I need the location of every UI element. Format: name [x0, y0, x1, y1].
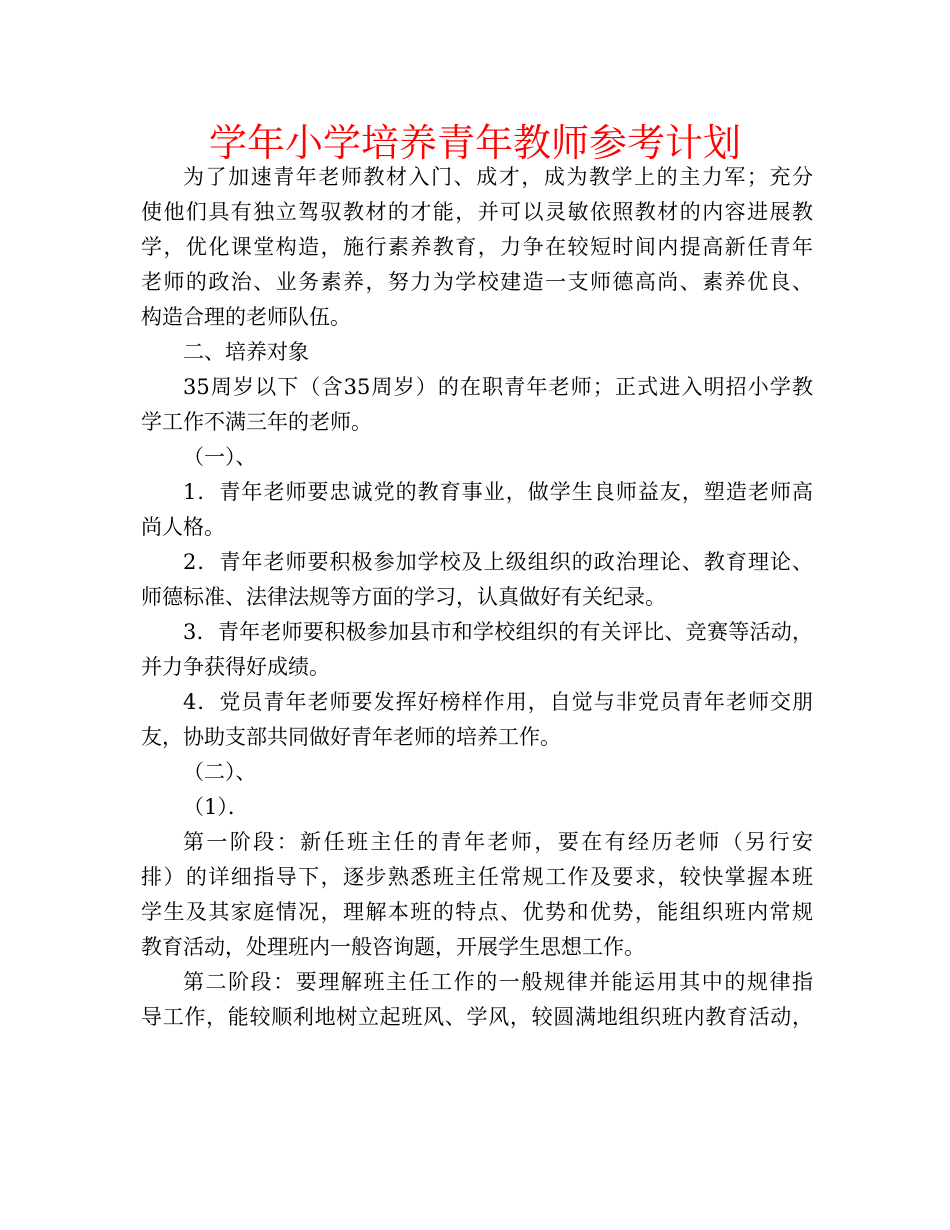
document-title: 学年小学培养青年教师参考计划	[208, 121, 741, 165]
paragraph-line: 第二阶段：要理解班主任工作的一般规律并能运用其中的规律指	[183, 970, 813, 994]
list-item-line: 4．党员青年老师要发挥好榜样作用，自觉与非党员青年老师交朋	[183, 690, 813, 714]
list-item-line: 尚人格。	[141, 515, 225, 539]
paragraph-line: 学工作不满三年的老师。	[141, 410, 372, 434]
list-item-line: 并力争获得好成绩。	[141, 655, 330, 679]
subsection-heading: （二）、	[183, 760, 257, 784]
document-body	[141, 160, 813, 1035]
paragraph-line: 老师的政治、业务素养，努力为学校建造一支师德高尚、素养优良、	[141, 270, 813, 294]
list-item-line: 1．青年老师要忠诚党的教育事业，做学生良师益友，塑造老师高	[183, 480, 813, 504]
section-heading: 二、培养对象	[183, 340, 309, 364]
paragraph-line: 构造合理的老师队伍。	[141, 305, 351, 329]
paragraph-line: 第一阶段：新任班主任的青年老师，要在有经历老师（另行安	[183, 830, 813, 854]
paragraph-line: 35周岁以下（含35周岁）的在职青年老师；正式进入明招小学教	[183, 375, 813, 399]
list-item-line: 师德标准、法律法规等方面的学习，认真做好有关纪录。	[141, 585, 666, 609]
subsection-heading: （一）、	[183, 445, 257, 469]
paragraph-line: 排）的详细指导下，逐步熟悉班主任常规工作及要求，较快掌握本班	[141, 865, 813, 889]
subsection-heading: （1）．	[183, 795, 249, 819]
list-item-line: 2．青年老师要积极参加学校及上级组织的政治理论、教育理论、	[183, 550, 813, 574]
paragraph-line: 教育活动，处理班内一般咨询题，开展学生思想工作。	[141, 935, 645, 959]
list-item-line: 友，协助支部共同做好青年老师的培养工作。	[141, 725, 561, 749]
paragraph-line: 使他们具有独立驾驭教材的才能，并可以灵敏依照教材的内容进展教	[141, 200, 813, 224]
paragraph-line: 学生及其家庭情况，理解本班的特点、优势和优势，能组织班内常规	[141, 900, 813, 924]
paragraph-line: 导工作，能较顺利地树立起班风、学风，较圆满地组织班内教育活动，	[141, 1005, 813, 1029]
list-item-line: 3．青年老师要积极参加县市和学校组织的有关评比、竞赛等活动，	[183, 620, 813, 644]
paragraph-line: 学，优化课堂构造，施行素养教育，力争在较短时间内提高新任青年	[141, 235, 813, 259]
paragraph-line: 为了加速青年老师教材入门、成才，成为教学上的主力军；充分	[183, 165, 813, 189]
